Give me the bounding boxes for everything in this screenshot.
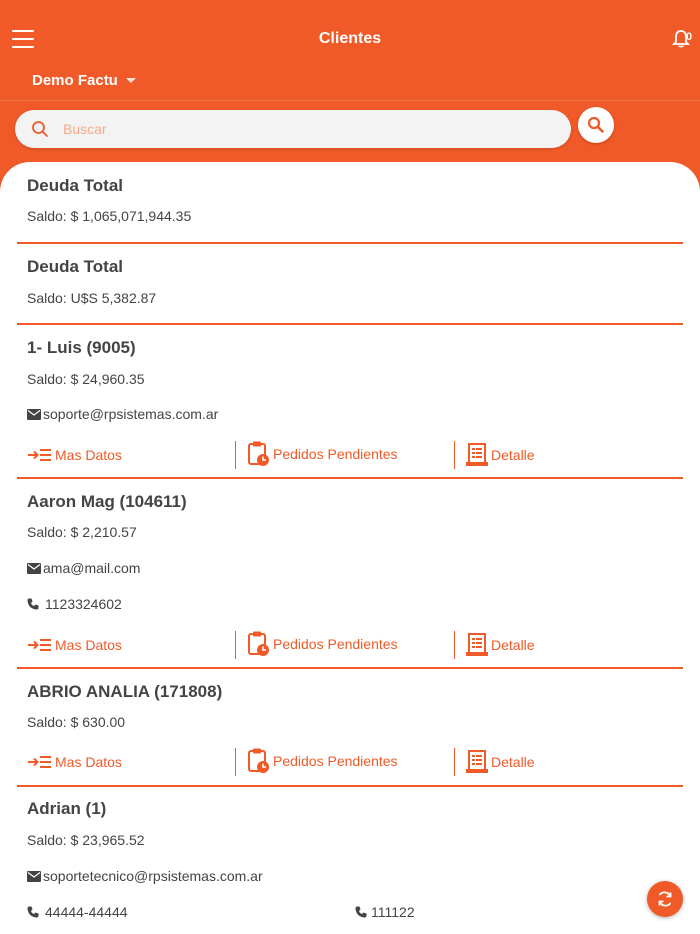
mas-datos-label: Mas Datos: [55, 754, 122, 770]
client-saldo: Saldo: $ 24,960.35: [27, 371, 145, 387]
client-name[interactable]: 1- Luis (9005): [27, 338, 136, 357]
detalle-button[interactable]: [466, 750, 535, 774]
receipt-icon: [466, 443, 488, 467]
client-email: soportetecnico@rpsistemas.com.ar: [43, 868, 263, 884]
detalle-button[interactable]: [466, 633, 535, 657]
client-phone: 1123324602: [45, 596, 122, 612]
client-saldo: Saldo: $ 2,210.57: [27, 524, 137, 540]
total-label: Deuda Total: [27, 176, 124, 195]
receipt-icon: [466, 633, 488, 657]
row-divider: [17, 667, 683, 669]
mail-icon: [27, 409, 41, 420]
phone-icon: [27, 906, 39, 918]
row-divider: [17, 785, 683, 787]
total-saldo: Saldo: U$S 5,382.87: [27, 290, 157, 306]
clipboard-clock-icon: [248, 748, 270, 774]
app-header: [0, 0, 700, 162]
indent-list-icon: [28, 448, 52, 462]
row-divider: [17, 242, 683, 244]
mas-datos-label: Mas Datos: [55, 637, 122, 653]
notification-count: 0: [686, 31, 693, 43]
indent-list-icon: [28, 755, 52, 769]
phone-icon: [355, 906, 367, 918]
mas-datos-button[interactable]: [28, 447, 122, 463]
search-button[interactable]: [578, 107, 614, 143]
caret-down-icon: [126, 78, 136, 83]
company-selector[interactable]: [32, 72, 136, 89]
client-phone: 44444-44444: [45, 904, 128, 920]
pedidos-pendientes-label: Pedidos Pendientes: [273, 446, 398, 462]
search-icon: [31, 120, 49, 138]
client-email: ama@mail.com: [43, 560, 141, 576]
client-phone-secondary: 111122: [371, 904, 415, 920]
detalle-button[interactable]: [466, 443, 535, 467]
search-icon: [587, 116, 605, 134]
client-phone-row[interactable]: [355, 904, 415, 920]
action-separator: [235, 631, 236, 659]
detalle-label: Detalle: [491, 754, 535, 770]
row-divider: [17, 477, 683, 479]
client-name[interactable]: Aaron Mag (104611): [27, 492, 187, 511]
client-phone-row[interactable]: [27, 904, 128, 920]
total-label: Deuda Total: [27, 257, 124, 276]
client-saldo: Saldo: $ 630.00: [27, 714, 126, 730]
client-email-row[interactable]: [27, 868, 263, 884]
detalle-label: Detalle: [491, 637, 535, 653]
pedidos-pendientes-label: Pedidos Pendientes: [273, 753, 398, 769]
refresh-button[interactable]: [647, 881, 683, 917]
receipt-icon: [466, 750, 488, 774]
client-phone-row[interactable]: [27, 596, 122, 612]
pedidos-pendientes-button[interactable]: [248, 748, 398, 774]
page-title: Clientes: [318, 30, 382, 47]
client-name[interactable]: Adrian (1): [27, 799, 107, 818]
action-separator: [235, 748, 236, 776]
client-name[interactable]: ABRIO ANALIA (171808): [27, 682, 223, 701]
mail-icon: [27, 563, 41, 574]
client-email-row[interactable]: [27, 406, 218, 422]
header-divider: [0, 100, 700, 101]
clipboard-clock-icon: [248, 441, 270, 467]
mail-icon: [27, 871, 41, 882]
mas-datos-button[interactable]: [28, 754, 122, 770]
action-separator: [454, 441, 455, 469]
action-separator: [235, 441, 236, 469]
refresh-icon: [656, 890, 674, 908]
company-name: Demo Factu: [32, 72, 118, 89]
pedidos-pendientes-label: Pedidos Pendientes: [273, 636, 398, 652]
mas-datos-label: Mas Datos: [55, 447, 122, 463]
row-divider: [17, 323, 683, 325]
total-saldo: Saldo: $ 1,065,071,944.35: [27, 208, 192, 224]
clipboard-clock-icon: [248, 631, 270, 657]
search-input[interactable]: [63, 121, 503, 137]
client-email: soporte@rpsistemas.com.ar: [43, 406, 219, 422]
detalle-label: Detalle: [491, 447, 535, 463]
action-separator: [454, 631, 455, 659]
indent-list-icon: [28, 638, 52, 652]
pedidos-pendientes-button[interactable]: [248, 441, 398, 467]
client-email-row[interactable]: [27, 560, 140, 576]
pedidos-pendientes-button[interactable]: [248, 631, 398, 657]
phone-icon: [27, 598, 39, 610]
search-bar[interactable]: [15, 110, 571, 148]
client-saldo: Saldo: $ 23,965.52: [27, 832, 145, 848]
mas-datos-button[interactable]: [28, 637, 122, 653]
action-separator: [454, 748, 455, 776]
